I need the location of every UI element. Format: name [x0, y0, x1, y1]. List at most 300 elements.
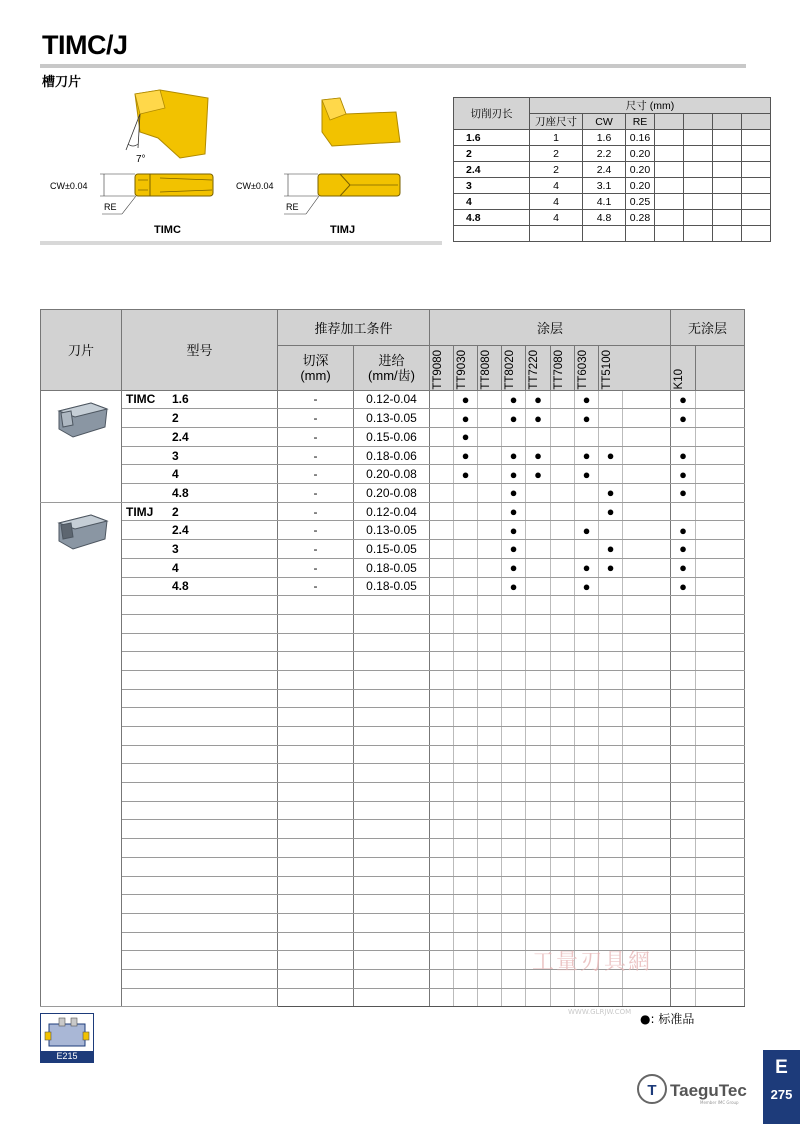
grade-mark-cell	[430, 428, 454, 447]
grade-mark-cell	[551, 521, 575, 540]
grade-mark-cell	[551, 409, 575, 428]
grade-mark-cell	[551, 913, 575, 932]
table-row-empty	[41, 670, 745, 689]
grade-mark-cell	[623, 558, 671, 577]
grade-mark-cell	[478, 521, 502, 540]
grade-mark-cell	[671, 745, 696, 764]
table-row	[41, 540, 745, 559]
table-row	[41, 428, 745, 447]
grade-mark-cell	[575, 839, 599, 858]
model-cell	[122, 857, 278, 876]
grade-mark-cell	[575, 783, 599, 802]
depth-cell: -	[278, 540, 354, 559]
grade-mark-cell	[551, 801, 575, 820]
dim-cell-re: 0.28	[626, 210, 655, 226]
table-row-empty	[41, 727, 745, 746]
grade-mark-cell	[599, 577, 623, 596]
grade-mark-cell	[430, 801, 454, 820]
depth-cell	[278, 839, 354, 858]
grade-mark-cell	[478, 409, 502, 428]
grade-table	[40, 309, 745, 1007]
feed-cell	[354, 876, 430, 895]
svg-text:T: T	[647, 1082, 657, 1099]
grade-mark-cell: ●	[502, 409, 526, 428]
grade-mark-cell	[430, 708, 454, 727]
grade-mark-cell	[502, 727, 526, 746]
col-header-depth: 切深 (mm)	[278, 346, 354, 391]
grade-mark-cell	[551, 502, 575, 521]
grade-mark-cell	[478, 745, 502, 764]
table-row	[41, 577, 745, 596]
grade-mark-cell: ●	[599, 540, 623, 559]
dim-row	[454, 210, 771, 226]
table-row-empty	[41, 708, 745, 727]
table-row-empty	[41, 913, 745, 932]
grade-mark-cell	[478, 913, 502, 932]
grade-mark-cell	[599, 783, 623, 802]
grade-mark-cell	[502, 988, 526, 1007]
table-row-empty	[41, 801, 745, 820]
depth-cell	[278, 801, 354, 820]
feed-cell	[354, 857, 430, 876]
grade-mark-cell	[551, 745, 575, 764]
grade-mark-cell	[430, 502, 454, 521]
grade-mark-cell	[502, 783, 526, 802]
grade-mark-cell	[454, 670, 478, 689]
depth-cell: -	[278, 484, 354, 503]
grade-mark-cell	[430, 446, 454, 465]
table-row-empty	[41, 596, 745, 615]
re-label-timc: RE	[104, 202, 117, 212]
grade-mark-cell	[502, 913, 526, 932]
grade-mark-cell	[478, 540, 502, 559]
grade-mark-cell	[575, 689, 599, 708]
grade-mark-cell	[599, 652, 623, 671]
depth-cell	[278, 727, 354, 746]
grade-mark-cell	[454, 633, 478, 652]
grade-mark-cell: ●	[671, 465, 696, 484]
depth-cell	[278, 783, 354, 802]
grade-mark-cell: ●	[454, 390, 478, 409]
insert-image-timc	[41, 390, 122, 502]
grade-mark-cell	[623, 484, 671, 503]
grade-mark-cell	[454, 857, 478, 876]
model-cell	[122, 764, 278, 783]
size-value: 4	[172, 560, 179, 575]
grade-mark-cell	[696, 969, 745, 988]
table-row-empty	[41, 745, 745, 764]
grade-mark-cell	[696, 540, 745, 559]
grade-mark-cell	[599, 857, 623, 876]
grade-mark-cell	[599, 521, 623, 540]
grade-mark-cell	[551, 428, 575, 447]
feed-cell	[354, 932, 430, 951]
grade-mark-cell	[478, 652, 502, 671]
dim-cell-length: 1.6	[454, 130, 530, 146]
dim-cell-holder: 2	[530, 162, 583, 178]
grade-mark-cell	[575, 428, 599, 447]
grade-mark-cell	[478, 633, 502, 652]
page-number: 275	[770, 1087, 793, 1102]
table-row	[41, 390, 745, 409]
dim-header-length: 切削刃长	[454, 98, 530, 130]
grade-mark-cell: ●	[454, 428, 478, 447]
grade-mark-cell	[526, 614, 551, 633]
grade-mark-cell	[599, 670, 623, 689]
grade-mark-cell	[478, 727, 502, 746]
grade-mark-cell	[696, 820, 745, 839]
grade-mark-cell	[696, 633, 745, 652]
grade-mark-cell	[623, 708, 671, 727]
grade-mark-cell	[623, 540, 671, 559]
grade-mark-cell: ●	[575, 521, 599, 540]
grade-mark-cell	[478, 390, 502, 409]
grade-mark-cell: ●	[671, 540, 696, 559]
depth-cell	[278, 689, 354, 708]
grade-mark-cell	[696, 465, 745, 484]
size-value: 3	[172, 448, 179, 463]
grade-mark-cell	[696, 670, 745, 689]
grade-mark-cell	[623, 390, 671, 409]
grade-mark-cell	[671, 951, 696, 970]
cw-label-timj: CW±0.04	[236, 181, 274, 191]
grade-mark-cell	[623, 577, 671, 596]
grade-mark-cell	[430, 409, 454, 428]
feed-cell	[354, 652, 430, 671]
dim-cell-cw: 4.8	[583, 210, 626, 226]
depth-cell: -	[278, 502, 354, 521]
dim-cell-re: 0.20	[626, 162, 655, 178]
grade-mark-cell	[696, 428, 745, 447]
grade-mark-cell	[599, 895, 623, 914]
size-value: 2	[172, 411, 179, 426]
table-row-empty	[41, 857, 745, 876]
grade-mark-cell	[502, 820, 526, 839]
table-row	[41, 521, 745, 540]
dim-row	[454, 194, 771, 210]
grade-mark-cell	[526, 913, 551, 932]
grade-mark-cell	[623, 801, 671, 820]
grade-mark-cell	[526, 484, 551, 503]
model-cell	[122, 839, 278, 858]
model-cell	[122, 783, 278, 802]
diagram-base-rule	[40, 241, 442, 245]
grade-mark-cell	[454, 801, 478, 820]
grade-mark-cell	[623, 596, 671, 615]
grade-mark-cell	[551, 670, 575, 689]
model-cell	[122, 577, 278, 596]
series-name: TIMC	[126, 392, 156, 407]
grade-mark-cell: ●	[502, 521, 526, 540]
model-cell	[122, 428, 278, 447]
grade-mark-cell	[623, 465, 671, 484]
grade-mark-cell	[526, 502, 551, 521]
grade-mark-cell	[623, 428, 671, 447]
grade-mark-cell	[526, 521, 551, 540]
depth-cell	[278, 614, 354, 633]
grade-mark-cell	[623, 783, 671, 802]
grade-mark-cell	[696, 988, 745, 1007]
grade-mark-cell	[478, 839, 502, 858]
grade-mark-cell	[551, 857, 575, 876]
grade-mark-cell: ●	[502, 540, 526, 559]
dim-cell-cw: 3.1	[583, 178, 626, 194]
table-row	[41, 465, 745, 484]
grade-mark-cell	[696, 895, 745, 914]
size-value: 3	[172, 541, 179, 556]
dim-cell-holder: 1	[530, 130, 583, 146]
grade-mark-cell	[599, 596, 623, 615]
model-cell	[122, 801, 278, 820]
dimension-table	[453, 97, 771, 242]
grade-mark-cell	[696, 764, 745, 783]
size-value: 2.4	[172, 429, 189, 444]
dim-cell-holder: 4	[530, 194, 583, 210]
grade-mark-cell	[623, 988, 671, 1007]
model-cell	[122, 670, 278, 689]
grade-mark-cell	[454, 614, 478, 633]
timc-insert-icon	[51, 397, 111, 441]
grade-mark-cell	[526, 839, 551, 858]
page-subtitle: 槽刀片	[42, 75, 82, 90]
feed-cell	[354, 951, 430, 970]
grade-mark-cell	[599, 801, 623, 820]
grade-header-tt9080: TT9080	[430, 346, 454, 391]
grade-mark-cell	[671, 633, 696, 652]
grade-mark-cell	[526, 670, 551, 689]
grade-header-tt5100: TT5100	[599, 346, 671, 391]
grade-mark-cell	[478, 614, 502, 633]
grade-mark-cell	[551, 614, 575, 633]
grade-mark-cell	[671, 596, 696, 615]
grade-mark-cell	[478, 428, 502, 447]
depth-cell	[278, 951, 354, 970]
model-cell	[122, 689, 278, 708]
grade-mark-cell	[671, 764, 696, 783]
feed-cell	[354, 614, 430, 633]
grade-mark-cell	[526, 596, 551, 615]
grade-mark-cell	[696, 932, 745, 951]
grade-mark-cell	[696, 876, 745, 895]
grade-mark-cell	[599, 465, 623, 484]
feed-cell: 0.18-0.05	[354, 577, 430, 596]
feed-cell	[354, 839, 430, 858]
grade-mark-cell	[454, 708, 478, 727]
grade-mark-cell	[430, 839, 454, 858]
grade-header-tt8020: TT8020	[502, 346, 526, 391]
depth-cell	[278, 857, 354, 876]
feed-cell	[354, 913, 430, 932]
grade-mark-cell	[526, 783, 551, 802]
grade-mark-cell: ●	[671, 521, 696, 540]
size-value: 4.8	[172, 579, 189, 594]
grade-mark-cell	[430, 670, 454, 689]
dim-header-re: RE	[626, 114, 655, 130]
grade-mark-cell	[526, 988, 551, 1007]
grade-mark-cell	[502, 969, 526, 988]
model-cell	[122, 633, 278, 652]
size-value: 1.6	[172, 392, 189, 407]
grade-mark-cell	[478, 708, 502, 727]
grade-mark-cell	[575, 745, 599, 764]
grade-mark-cell: ●	[575, 558, 599, 577]
grade-mark-cell	[478, 446, 502, 465]
dim-cell-cw: 1.6	[583, 130, 626, 146]
grade-mark-cell	[575, 820, 599, 839]
model-cell	[122, 614, 278, 633]
depth-cell	[278, 895, 354, 914]
grade-mark-cell: ●	[599, 502, 623, 521]
feed-cell	[354, 783, 430, 802]
feed-cell	[354, 745, 430, 764]
table-row	[41, 484, 745, 503]
grade-mark-cell	[454, 484, 478, 503]
grade-mark-cell	[599, 633, 623, 652]
grade-mark-cell	[696, 409, 745, 428]
grade-mark-cell	[696, 839, 745, 858]
grade-mark-cell	[696, 689, 745, 708]
col-header-uncoated: 无涂层	[671, 310, 745, 346]
grade-mark-cell	[430, 895, 454, 914]
grade-mark-cell	[502, 857, 526, 876]
grade-mark-cell	[454, 558, 478, 577]
page-reference-link[interactable]	[40, 1013, 94, 1063]
grade-mark-cell	[502, 708, 526, 727]
grade-mark-cell	[575, 614, 599, 633]
grade-mark-cell	[575, 876, 599, 895]
grade-mark-cell	[502, 428, 526, 447]
grade-mark-cell: ●	[526, 465, 551, 484]
col-header-model: 型号	[122, 310, 278, 391]
grade-mark-cell	[551, 596, 575, 615]
grade-mark-cell	[551, 446, 575, 465]
grade-mark-cell	[430, 614, 454, 633]
grade-mark-cell	[575, 727, 599, 746]
depth-cell	[278, 913, 354, 932]
timc-side-view	[100, 174, 213, 214]
grade-mark-cell	[430, 969, 454, 988]
depth-cell	[278, 708, 354, 727]
grade-mark-cell: ●	[575, 409, 599, 428]
grade-mark-cell	[430, 988, 454, 1007]
grade-mark-cell	[599, 764, 623, 783]
feed-cell	[354, 708, 430, 727]
grade-mark-cell	[502, 876, 526, 895]
grade-mark-cell	[478, 857, 502, 876]
grade-mark-cell	[671, 876, 696, 895]
grade-mark-cell	[526, 801, 551, 820]
grade-mark-cell: ●	[575, 465, 599, 484]
grade-mark-cell	[599, 876, 623, 895]
feed-cell	[354, 689, 430, 708]
grade-mark-cell	[696, 502, 745, 521]
timj-caption: TIMJ	[330, 224, 356, 236]
grade-mark-cell: ●	[454, 465, 478, 484]
grade-mark-cell	[478, 801, 502, 820]
dim-row	[454, 162, 771, 178]
grade-mark-cell	[671, 801, 696, 820]
grade-mark-cell	[454, 764, 478, 783]
grade-mark-cell: ●	[502, 465, 526, 484]
table-row	[41, 446, 745, 465]
grade-mark-cell	[454, 988, 478, 1007]
col-header-coated: 涂层	[430, 310, 671, 346]
grade-mark-cell	[454, 577, 478, 596]
grade-mark-cell	[430, 745, 454, 764]
grade-mark-cell	[454, 521, 478, 540]
grade-mark-cell	[502, 895, 526, 914]
grade-header-tt9030: TT9030	[454, 346, 478, 391]
grade-mark-cell	[671, 652, 696, 671]
grade-mark-cell	[623, 876, 671, 895]
grade-mark-cell	[671, 913, 696, 932]
depth-cell	[278, 876, 354, 895]
grade-mark-cell	[502, 633, 526, 652]
title-divider	[40, 64, 746, 68]
re-label-timj: RE	[286, 202, 299, 212]
grade-mark-cell	[575, 895, 599, 914]
model-cell	[122, 951, 278, 970]
grade-mark-cell	[671, 857, 696, 876]
grade-mark-cell	[526, 820, 551, 839]
dim-cell-re: 0.20	[626, 146, 655, 162]
grade-mark-cell	[599, 820, 623, 839]
grade-mark-cell	[478, 465, 502, 484]
model-cell	[122, 502, 278, 521]
grade-mark-cell	[671, 783, 696, 802]
dim-row	[454, 130, 771, 146]
grade-mark-cell	[696, 558, 745, 577]
grade-mark-cell	[551, 540, 575, 559]
grade-mark-cell	[551, 876, 575, 895]
grade-mark-cell: ●	[575, 577, 599, 596]
grade-mark-cell	[478, 876, 502, 895]
grade-mark-cell	[478, 932, 502, 951]
feed-cell: 0.13-0.05	[354, 409, 430, 428]
grade-mark-cell	[696, 745, 745, 764]
grade-mark-cell	[454, 951, 478, 970]
grade-mark-cell	[623, 521, 671, 540]
model-cell	[122, 708, 278, 727]
model-cell	[122, 988, 278, 1007]
grade-mark-cell: ●	[502, 446, 526, 465]
model-cell	[122, 465, 278, 484]
timj-side-view	[284, 174, 400, 214]
grade-mark-cell	[502, 652, 526, 671]
grade-mark-cell	[551, 727, 575, 746]
grade-mark-cell	[430, 633, 454, 652]
depth-cell	[278, 633, 354, 652]
grade-mark-cell	[671, 895, 696, 914]
grade-mark-cell	[551, 558, 575, 577]
col-header-feed: 进给 (mm/齿)	[354, 346, 430, 391]
grade-mark-cell	[430, 820, 454, 839]
grade-mark-cell	[623, 913, 671, 932]
depth-cell	[278, 932, 354, 951]
grade-mark-cell	[551, 764, 575, 783]
grade-mark-cell	[430, 783, 454, 802]
grade-mark-cell	[430, 876, 454, 895]
grade-mark-cell	[551, 783, 575, 802]
timj-insert-illustration	[322, 98, 400, 146]
series-name: TIMJ	[126, 504, 154, 519]
depth-cell	[278, 988, 354, 1007]
grade-mark-cell: ●	[526, 446, 551, 465]
grade-mark-cell	[502, 614, 526, 633]
grade-mark-cell	[526, 857, 551, 876]
col-header-conditions: 推荐加工条件	[278, 310, 430, 346]
depth-cell	[278, 596, 354, 615]
